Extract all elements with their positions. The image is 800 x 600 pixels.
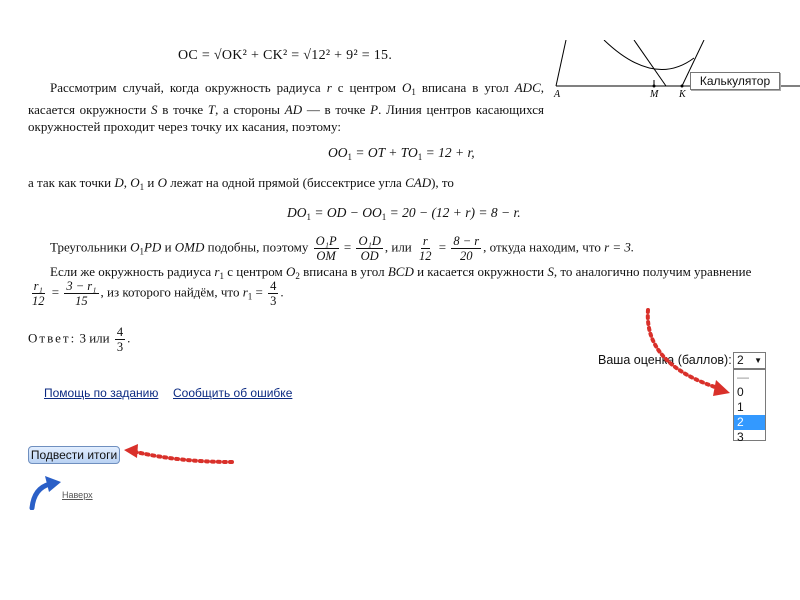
fraction-o1p-om: $\frac{\text{O₁P}}{OM}$ [315,234,337,263]
score-select[interactable] [733,352,766,369]
figure-label-a: A [554,89,561,100]
figure-line-left [556,40,566,86]
score-option[interactable]: 3 [737,430,744,444]
answer-label: Ответ: [28,330,77,346]
to-top-link[interactable]: Наверх [62,490,93,500]
fraction-r1-12: $\frac{\text{r₁}}{12}$ [32,279,45,308]
fraction-3r1-15: $\frac{\text{3 − r₁}}{15}$ [66,279,97,308]
score-dropdown-list[interactable] [733,369,766,444]
figure-point-m [653,85,656,88]
answer-fraction: $\frac{4}{3}$ [116,325,124,354]
solution-paragraph-2: а так как точки D, $O_1$ и O лежат на одной прямой (биссектрисе угла CAD), то [28,175,454,192]
figure-arc [604,40,694,70]
score-option[interactable]: 1 [737,400,744,414]
formula-oo1: $OO_1$ = OT + $TO_1 = 12 + r$, [328,145,475,162]
solution-paragraph-1: Рассмотрим случай, когда окружность радиуса r с центром $O_1$ вписана в угол ADC, касается окружности S в точке T, а стороны AD — в точке P. Линия центров касающихся окружностей проходит через точку их касания, поэтому: [28,80,544,134]
help-link[interactable]: Помощь по заданию [44,386,159,400]
report-error-link[interactable]: Сообщить об ошибке [173,386,293,400]
solution-paragraph-3: Треугольники $O_1PD$ и OMD подобны, поэтому $\frac{\text{O₁P}}{OM}$ = $\frac{\text{O₁D}}{OD}$ , или $\frac{r}{12}$ = $\frac{8 - r}{20}$ , откуда находим, что r = 3. [50,234,635,263]
fraction-4-3: $\frac{4}{3}$ [270,279,277,308]
geometry-figure [544,40,800,100]
fraction-r-12: $\frac{r}{12}$ [419,234,432,263]
chevron-down-icon: ▼ [754,356,762,365]
up-arrow-icon[interactable] [28,474,62,510]
score-label: Ваша оценка (баллов): [598,353,732,367]
solution-paragraph-5: $\frac{\text{r₁}}{12}$ = $\frac{\text{3 − r₁}}{15}$ , из которого найдём, что $r_1$ = $\frac{4}{3}$ . [32,279,284,308]
solution-paragraph-4: Если же окружность радиуса $r_1$ с центром $O_2$ вписана в угол BCD и касается окружности S, то аналогично получим уравнение [50,264,752,281]
red-dotted-arrow-to-submit [120,440,238,468]
fraction-8r-20: $\frac{8 - r}{20}$ [453,234,480,263]
figure-label-k: K [679,89,686,100]
score-option[interactable]: 0 [737,385,744,399]
score-option[interactable]: — [737,370,749,384]
figure-label-m: M [650,89,659,100]
score-select-value: 2 [737,353,744,367]
score-option-highlighted[interactable]: 2 [734,415,765,430]
calculator-button[interactable]: Калькулятор [690,72,780,90]
clipped-top-formula: OC = √OK² + CK² = √12² + 9² = 15. [178,48,393,63]
fraction-o1d-od: $\frac{\text{O₁D}}{OD}$ [358,234,381,263]
submit-results-button[interactable]: Подвести итоги [28,446,120,464]
red-dotted-arrow-to-dropdown [636,304,736,400]
figure-line-mid [634,40,666,86]
figure-point-k [681,85,684,88]
answer-line: Ответ: 3 или $\frac{4}{3}$ . [28,325,131,354]
formula-do1: $DO_1$ = OD − $OO_1 = 20 - (12 + r) = 8 - r$. [287,205,521,222]
